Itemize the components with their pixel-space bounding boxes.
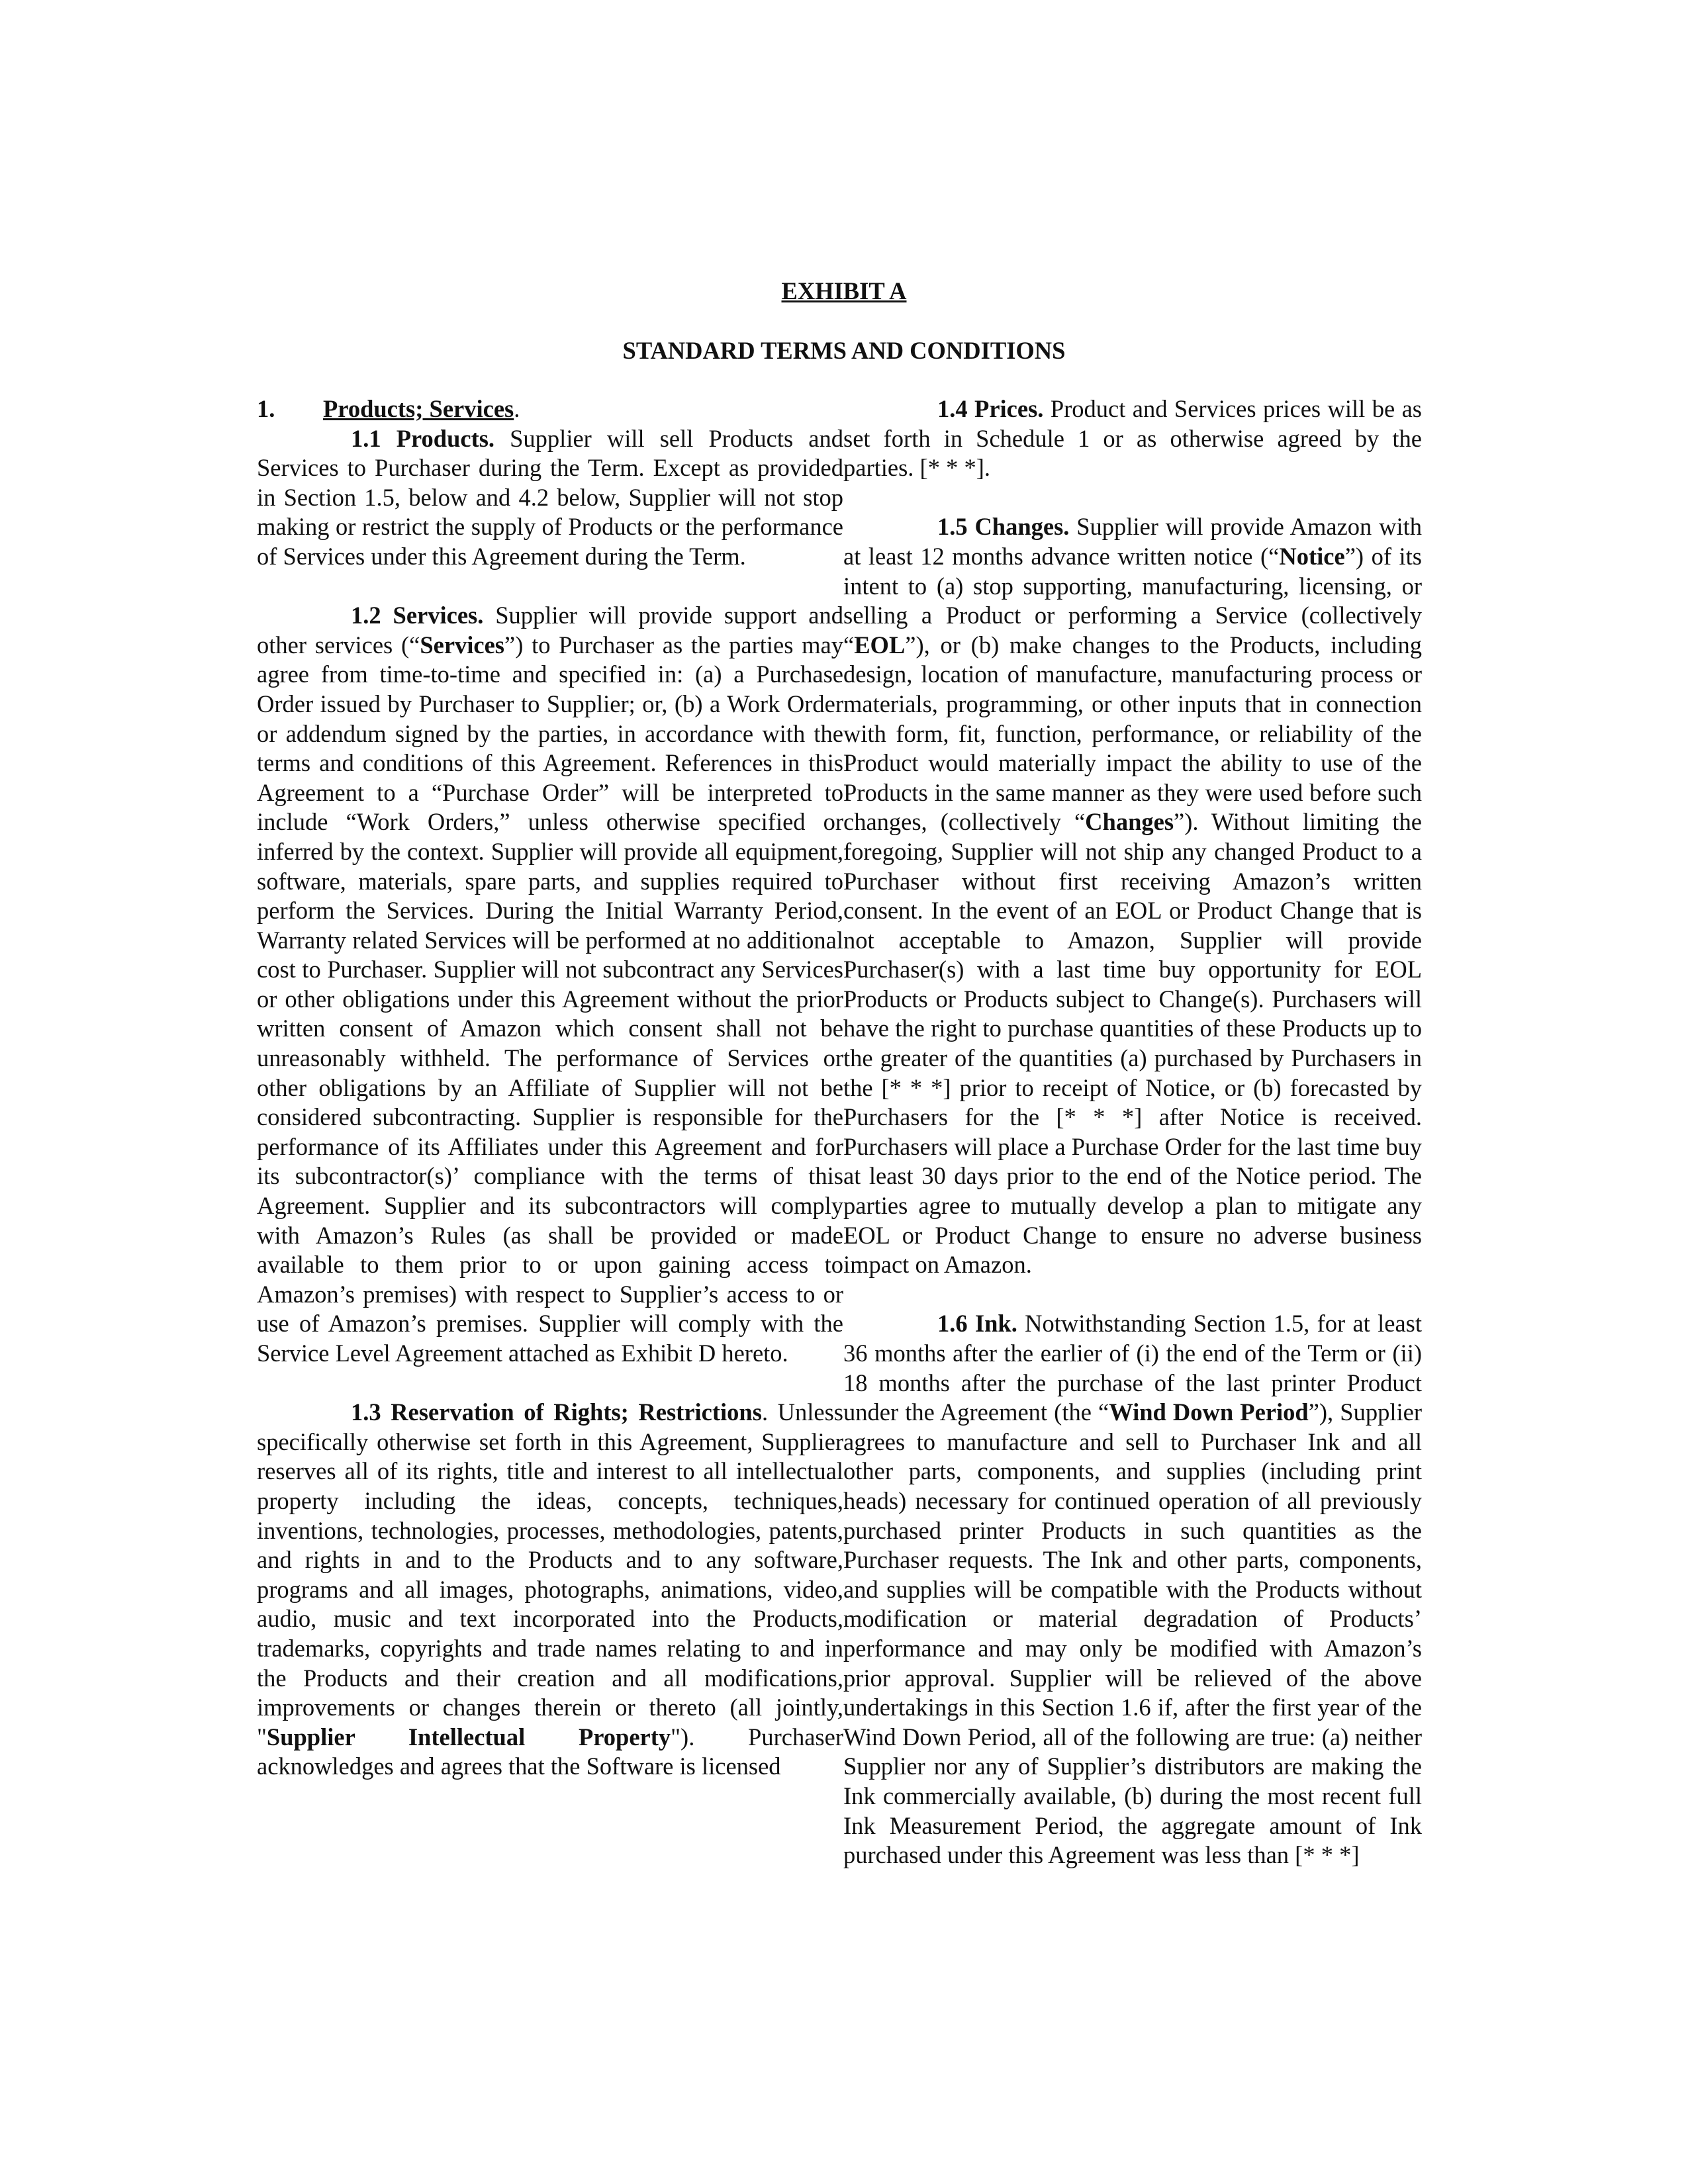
section-title-period: . bbox=[514, 395, 520, 422]
defined-term: Services bbox=[420, 631, 505, 659]
right-column bbox=[843, 394, 1422, 1870]
paragraph-text: ”), or (b) make changes to the Products, including design, location of manufacture, manufacturing process or materials, programming, or other inputs that in connection with form, fit, function, performance, or reliability of the Product would materially impact the ability to use of the Products in the same manner as they were used before such changes, (collectively “ bbox=[843, 631, 1422, 836]
exhibit-title: EXHIBIT A bbox=[781, 277, 907, 304]
defined-term: Changes bbox=[1085, 808, 1174, 836]
section-1-heading bbox=[257, 394, 843, 424]
paragraph-text: ”) of its intent to (a) stop supporting, manufacturing, licensing, or selling a Product or performing a Service (collectively “ bbox=[843, 542, 1422, 659]
paragraph-text: Supplier will provide support and other services (“ bbox=[257, 602, 843, 659]
defined-term: EOL bbox=[854, 631, 906, 659]
paragraph-1-5-changes bbox=[843, 512, 1422, 1279]
paragraph-text: Supplier will sell Products and Services to Purchaser during the Term. Except as provided in Section 1.5, below and 4.2 below, Supplier will not stop making or restrict the supply of Products or the performance of Services under this Agreement during the Term. bbox=[257, 424, 843, 570]
paragraph-text: ”) to Purchaser as the parties may agree from time-to-time and specified in: (a) a Purchase Order issued by Purchaser to Supplier; or, (b) a Work Order or addendum signed by the parties, in accordance with the terms and conditions of this Agreement. References in this Agreement to a “Purchase Order” will be interpreted to include “Work Orders,” unless otherwise specified or inferred by the context. Supplier will provide all equipment, software, materials, spare parts, and supplies required to perform the Services. During the Initial Warranty Period, Warranty related Services will be performed at no additional cost to Purchaser. Supplier will not subcontract any Services or other obligations under this Agreement without the prior written consent of Amazon which consent shall not be unreasonably withheld. The performance of Services or other obligations by an Affiliate of Supplier will not be considered subcontracting. Supplier is responsible for the performance of its Affiliates under this Agreement and for its subcontractor(s)’ compliance with the terms of this Agreement. Supplier and its subcontractors will comply with Amazon’s Rules (as shall be provided or made available to them prior to or upon gaining access to Amazon’s premises) with respect to Supplier’s access to or use of Amazon’s premises. Supplier will comply with the Service Level Agreement attached as Exhibit D hereto. bbox=[257, 631, 843, 1367]
subsection-title: 1.4 Prices. bbox=[937, 395, 1044, 422]
paragraph-text: . Unless specifically otherwise set forth in this Agreement, Supplier reserves all of its rights, title and interest to all intellectual property including the ideas, concepts, techniques, inventions, technologies, processes, methodologies, patents, and rights in and to the Products and to any software, programs and all images, photographs, animations, video, audio, music and text incorporated into the Products, trademarks, copyrights and trade names relating to and in the Products and their creation and all modifications, improvements or changes therein or thereto (all jointly, " bbox=[257, 1398, 843, 1751]
subsection-title: 1.6 Ink. bbox=[937, 1310, 1017, 1338]
paragraph-1-2-services bbox=[257, 601, 843, 1368]
left-column bbox=[257, 394, 843, 1782]
paragraph-1-4-prices bbox=[843, 394, 1422, 483]
defined-term: Wind Down Period bbox=[1109, 1398, 1309, 1426]
paragraph-text: Product and Services prices will be as set forth in Schedule 1 or as otherwise agreed by the parties. [* * *]. bbox=[843, 395, 1422, 482]
paragraph-text: ”). Without limiting the foregoing, Supplier will not ship any changed Product to a Purchaser without first receiving Amazon’s written consent. In the event of an EOL or Product Change that is not acceptable to Amazon, Supplier will provide Purchaser(s) with a last time buy opportunity for EOL Products or Products subject to Change(s). Purchasers will have the right to purchase quantities of these Products up to the greater of the quantities (a) purchased by Purchasers in the [* * *] prior to receipt of Notice, or (b) forecasted by Purchasers for the [* * *] after Notice is received. Purchasers will place a Purchase Order for the last time buy at least 30 days prior to the end of the Notice period. The parties agree to mutually develop a plan to mitigate any EOL or Product Change to ensure no adverse business impact on Amazon. bbox=[843, 808, 1422, 1279]
paragraph-1-6-ink bbox=[843, 1309, 1422, 1870]
defined-term: Supplier Intellectual Property bbox=[266, 1723, 671, 1751]
paragraph-text: "). Purchaser acknowledges and agrees that the Software is licensed bbox=[257, 1723, 843, 1780]
paragraph-text: Supplier will provide Amazon with at least 12 months advance written notice (“ bbox=[843, 513, 1422, 570]
paragraph-text: Notwithstanding Section 1.5, for at least 36 months after the earlier of (i) the end of the Term or (ii) 18 months after the purchase of the last printer Product under the Agreement (the “ bbox=[843, 1310, 1422, 1426]
paragraph-1-1-products bbox=[257, 424, 843, 572]
subsection-title: 1.5 Changes. bbox=[937, 513, 1070, 541]
document-subtitle: STANDARD TERMS AND CONDITIONS bbox=[622, 337, 1066, 364]
paragraph-1-3-reservation-of-rights bbox=[257, 1398, 843, 1782]
paragraph-text: ”), Supplier agrees to manufacture and sell to Purchaser Ink and all other parts, components, and supplies (including print heads) necessary for continued operation of all previously purchased printer Products in such quantities as the Purchaser requests. The Ink and other parts, components, and supplies will be compatible with the Products without modification or material degradation of Products’ performance and may only be modified with Amazon’s prior approval. Supplier will be relieved of the above undertakings in this Section 1.6 if, after the first year of the Wind Down Period, all of the following are true: (a) neither Supplier nor any of Supplier’s distributors are making the Ink commercially available, (b) during the most recent full Ink Measurement Period, the aggregate amount of Ink purchased under this Agreement was less than [* * *] bbox=[843, 1398, 1422, 1869]
subsection-title: 1.1 Products. bbox=[351, 424, 495, 452]
subsection-title: 1.3 Reservation of Rights; Restrictions bbox=[351, 1398, 762, 1426]
defined-term: Notice bbox=[1279, 542, 1345, 570]
section-title: Products; Services bbox=[323, 395, 514, 422]
section-number: 1. bbox=[257, 395, 275, 422]
subsection-title: 1.2 Services. bbox=[351, 602, 484, 629]
